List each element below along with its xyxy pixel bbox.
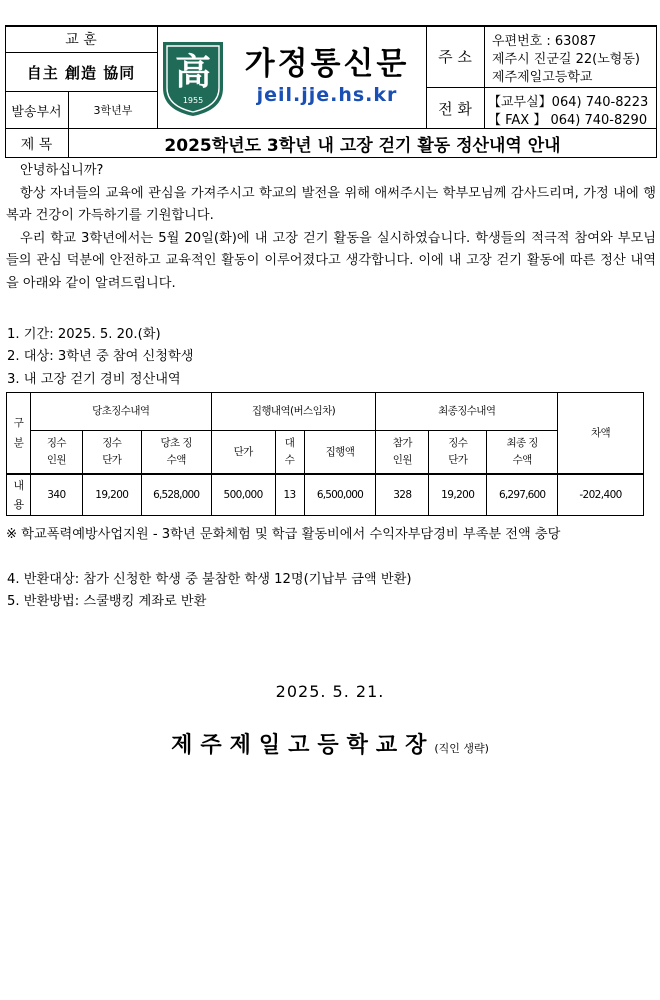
phone-label: 전 화 (438, 100, 472, 118)
logo-character: 高 (174, 51, 212, 93)
subheader-final-unit: 징수 단가 (429, 431, 487, 475)
cell-unit-price: 19,200 (82, 474, 141, 516)
letter-body (6, 160, 656, 295)
signature-block (0, 728, 660, 759)
greeting: 안녕하십니까? (20, 163, 104, 178)
school-principal: 제주제일고등학교장 (171, 733, 435, 758)
cell-final-unit: 19,200 (429, 474, 487, 516)
cell-count: 340 (30, 474, 82, 516)
cell-exec-unit: 500,000 (211, 474, 275, 516)
subheader-exec-amount: 집행액 (304, 431, 376, 475)
address-line-3: 제주제일고등학교 (492, 70, 593, 85)
dept-value: 3학년부 (93, 104, 133, 117)
school-logo (160, 38, 226, 118)
subject-label: 제 목 (20, 137, 53, 153)
table-row (7, 474, 644, 516)
settlement-table (6, 392, 644, 516)
phone-office: 【교무실】064) 740-8223 (488, 95, 649, 110)
school-motto: 自主 創造 協同 (26, 64, 136, 82)
paragraph-activity: 우리 학교 3학년에서는 5월 20일(화)에 내 고장 걷기 활동을 실시하였습니다. 학생들의 적극적 참여와 부모님들의 관심 덕분에 안전하고 교육적인 활동이 이루어졌다고 생각합니다. 이에 내 고장 걷기 활동에 따른 정산 내역을 아래와 같이 알려드립니다. (6, 230, 656, 291)
logo-year: 1955 (182, 96, 204, 105)
cell-initial-total: 6,528,000 (141, 474, 211, 516)
item-period: 1. 기간: 2025. 5. 20.(화) (7, 327, 161, 342)
item-refund-method: 5. 반환방법: 스쿨뱅킹 계좌로 반환 (7, 594, 207, 609)
item-target: 2. 대상: 3학년 중 참여 신청학생 (7, 349, 194, 364)
cell-final-total: 6,297,600 (487, 474, 558, 516)
newsletter-title: 가정통신문 (244, 46, 410, 82)
address-line-1: 우편번호 : 63087 (492, 34, 597, 49)
dept-label: 발송부서 (11, 105, 62, 120)
address-line-2: 제주시 진군길 22(노형동) (492, 52, 640, 67)
subheader-count: 징수 인원 (30, 431, 82, 475)
header-final-collection: 최종징수내역 (376, 393, 558, 431)
row-label: 내 용 (7, 474, 31, 516)
seal-note: (직인 생략) (434, 742, 489, 755)
subheader-exec-count: 대 수 (275, 431, 304, 475)
header-initial-collection: 당초징수내역 (30, 393, 211, 431)
cell-difference: -202,400 (558, 474, 644, 516)
subheader-participants: 참가 인원 (376, 431, 429, 475)
subheader-unit-price: 징수 단가 (82, 431, 141, 475)
header-execution: 집행내역(버스임차) (211, 393, 376, 431)
issue-date: 2025. 5. 21. (275, 682, 385, 701)
cell-exec-count: 13 (275, 474, 304, 516)
school-website[interactable]: jeil.jje.hs.kr (256, 84, 398, 106)
subheader-initial-total: 당초 징수액 (141, 431, 211, 475)
motto-label: 교 훈 (65, 32, 97, 48)
subheader-exec-unit: 단가 (211, 431, 275, 475)
cell-exec-amount: 6,500,000 (304, 474, 376, 516)
address-label: 주 소 (438, 48, 472, 66)
item-expense-title: 3. 내 고장 걷기 경비 정산내역 (7, 372, 181, 387)
funding-note: ※ 학교폭력예방사업지원 - 3학년 문화체험 및 학급 활동비에서 수익자부담경비 부족분 전액 충당 (6, 527, 561, 542)
phone-fax: 【 FAX 】 064) 740-8290 (488, 113, 648, 128)
cell-participants: 328 (376, 474, 429, 516)
row-header: 구 분 (7, 393, 31, 475)
header-difference: 차액 (558, 393, 644, 475)
subject-title: 2025학년도 3학년 내 고장 걷기 활동 정산내역 안내 (164, 136, 561, 156)
paragraph-thanks: 항상 자녀들의 교육에 관심을 가져주시고 학교의 발전을 위해 애써주시는 학부모님께 감사드리며, 가정 내에 행복과 건강이 가득하기를 기원합니다. (6, 185, 656, 223)
item-refund-target: 4. 반환대상: 참가 신청한 학생 중 불참한 학생 12명(기납부 금액 반환) (7, 572, 412, 587)
subheader-final-total: 최종 징수액 (487, 431, 558, 475)
